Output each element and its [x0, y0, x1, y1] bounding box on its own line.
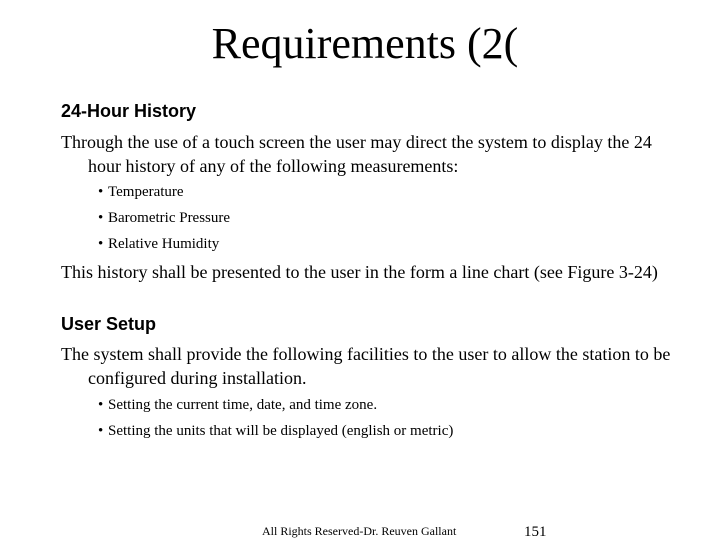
setup-bullet-list	[98, 392, 453, 444]
bullet-item-temperature: • Temperature	[98, 179, 230, 205]
slide-title: Requirements (2(	[211, 19, 519, 68]
bullet-glyph: •	[98, 236, 104, 252]
bullet-item-setting-time: • Setting the current time, date, and time zone.	[98, 392, 453, 418]
footer-copyright: All Rights Reserved-Dr. Reuven Gallant	[262, 524, 457, 538]
page-number: 151	[524, 524, 547, 540]
bullet-glyph: •	[98, 423, 104, 439]
bullet-item-relative-humidity: • Relative Humidity	[98, 231, 230, 257]
section-closing-history: This history shall be presented to the user in the form a line chart (see Figure 3-24)	[61, 262, 658, 282]
bullet-glyph: •	[98, 184, 104, 200]
section-paragraph-history: Through the use of a touch screen the user may direct the system to display the 24 hour history of any of the following measurements:	[61, 132, 652, 176]
section-heading-user-setup: User Setup	[61, 314, 157, 334]
bullet-glyph: •	[98, 397, 104, 413]
bullet-item-barometric-pressure: • Barometric Pressure	[98, 205, 230, 231]
bullet-item-setting-units: • Setting the units that will be displayed (english or metric)	[98, 418, 453, 444]
measurement-bullet-list	[98, 179, 230, 257]
bullet-glyph: •	[98, 210, 104, 226]
section-paragraph-user-setup: The system shall provide the following facilities to the user to allow the station to be configured during installation.	[61, 344, 671, 388]
section-heading-24-hour-history: 24-Hour History	[61, 101, 197, 121]
